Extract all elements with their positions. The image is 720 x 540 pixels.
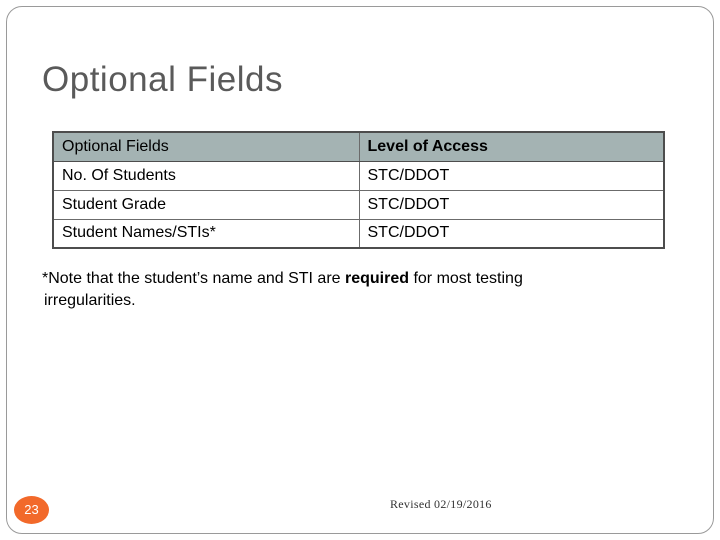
table-cell-access: STC/DDOT — [359, 190, 664, 219]
slide-title: Optional Fields — [42, 60, 283, 99]
footnote — [42, 268, 642, 312]
optional-fields-table — [52, 131, 665, 249]
footnote-line-2: irregularities. — [44, 292, 136, 309]
footnote-line-1 — [42, 268, 642, 290]
table-cell-field: Student Grade — [53, 190, 359, 219]
column-header-optional-fields: Optional Fields — [53, 132, 359, 161]
table-header-row — [53, 132, 664, 161]
column-header-level-of-access: Level of Access — [359, 132, 664, 161]
footnote-text-end: for most testing — [409, 270, 523, 287]
revised-date: Revised 02/19/2016 — [390, 497, 492, 511]
table-cell-field: No. Of Students — [53, 161, 359, 190]
footnote-emphasis: required — [345, 270, 410, 287]
table-row — [53, 190, 664, 219]
table-row — [53, 161, 664, 190]
table-row — [53, 219, 664, 248]
page-number-badge: 23 — [14, 496, 49, 524]
table-cell-field: Student Names/STIs* — [62, 224, 216, 242]
footnote-text-start: *Note that the student’s name and STI are — [42, 270, 345, 287]
table-cell-access: STC/DDOT — [359, 161, 664, 190]
table-cell-access: STC/DDOT — [359, 219, 664, 248]
